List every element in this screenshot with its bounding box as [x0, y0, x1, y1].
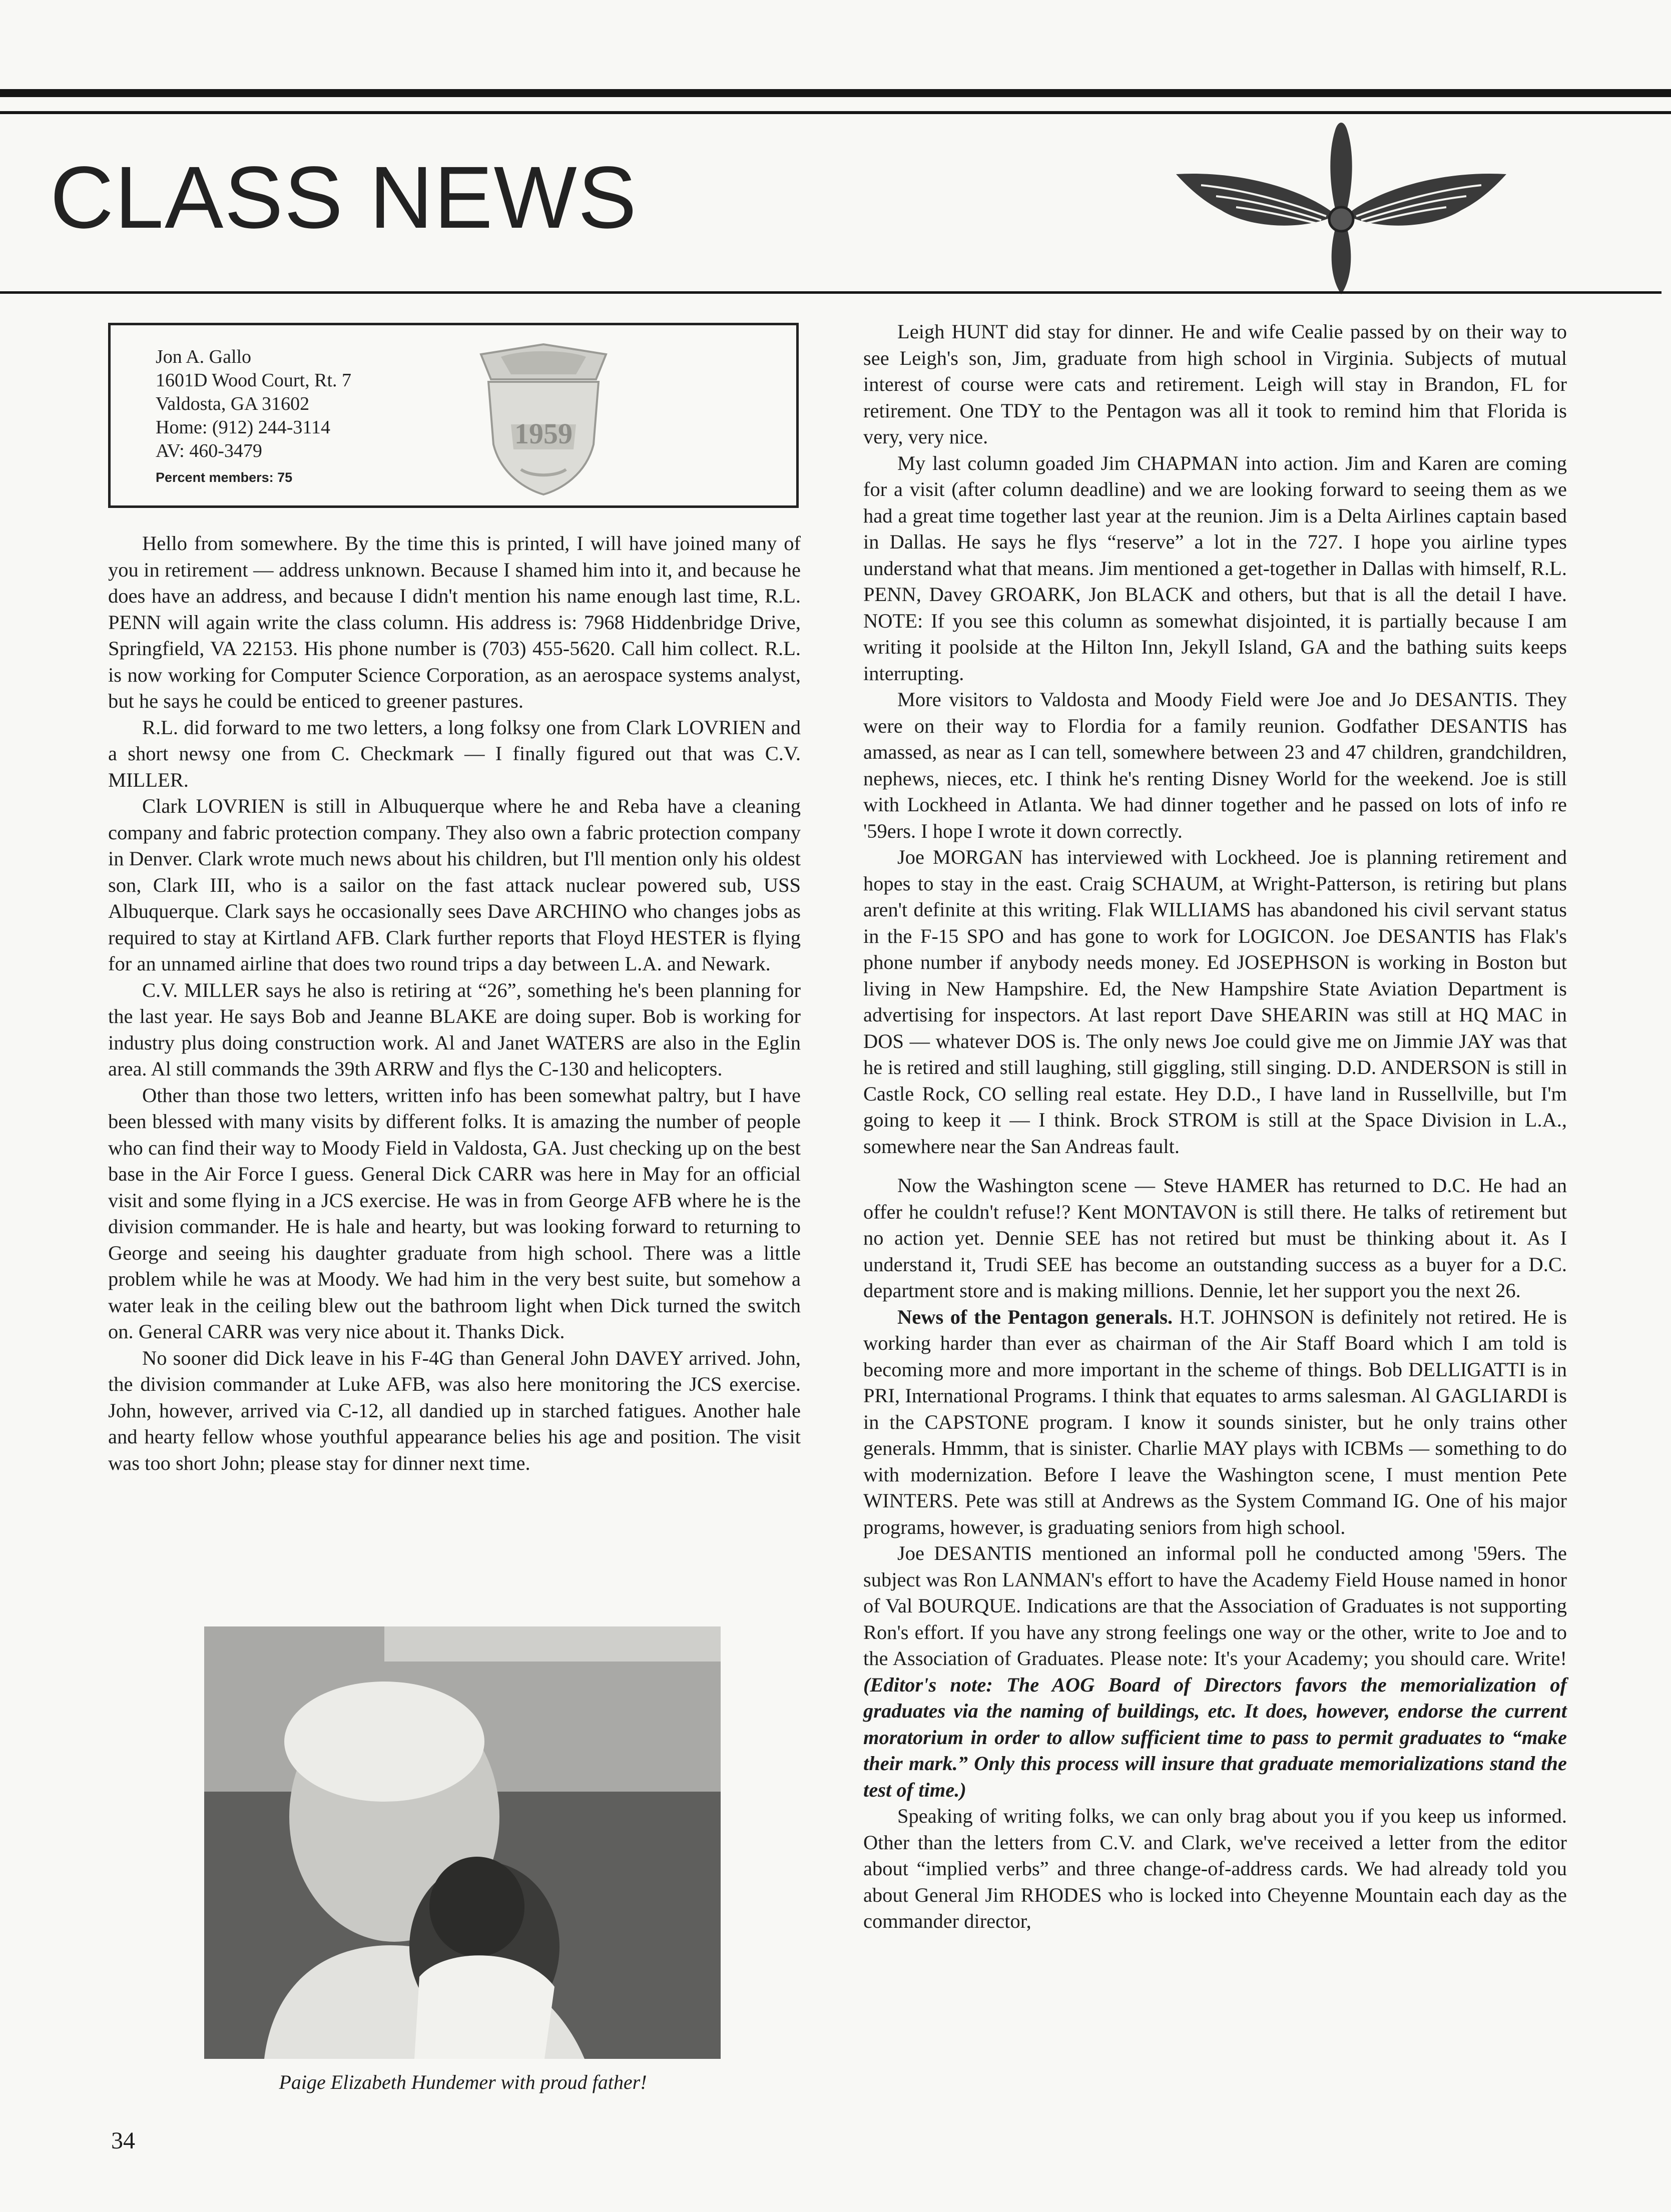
left-paragraph-4: C.V. MILLER says he also is retiring at “26”, something he's been planning for the last year. He says Bob and Jeanne BLAKE are doing super. Bob is working for industry plus doing construction work. Al and Janet WATERS are also in the Eglin area. Al still commands the 39th ARRW and flys the C-130 and helicopters.	[108, 978, 801, 1080]
left-paragraph-5: Other than those two letters, written info has been somewhat paltry, but I have been blessed with many visits by different folks. It is amazing the number of people who can find their way to Moody Field in Valdosta, GA. Just checking up on the best base in the Air Force I guess. General Dick CARR was here in May for an official visit and some flying in a JCS exercise. He was in from George AFB where he is the division commander. He is hale and hearty, but was looking forward to returning to George and seeing his daughter graduate from high school. There was a little problem while he was at Moody. We had him in the very best suite, but somehow a water leak in the ceiling blew out the bathroom light when Dick turned the switch on. General CARR was very nice about it. Thanks Dick.	[108, 1083, 801, 1343]
right-paragraph-2: My last column goaded Jim CHAPMAN into action. Jim and Karen are coming for a visit (after column deadline) and we are looking forward to seeing them as we had a great time together last year at the reunion. Jim is a Delta Airlines captain based in Dallas. He says he flys “reserve” a lot in the 727. I hope you airline types understand what that means. Jim mentioned a get-together in Dallas with himself, R.L. PENN, Davey GROARK, Jon BLACK and others, but that is all the detail I have. NOTE: If you see this column as somewhat disjointed, it is partially because I am writing it poolside at the Hilton Inn, Jekyll Island, GA and the bathing suits keeps interrupting.	[863, 451, 1567, 685]
contact-address-line1: 1601D Wood Court, Rt. 7	[156, 370, 352, 391]
left-paragraph-2: R.L. did forward to me two letters, a long folksy one from Clark LOVRIEN and a short newsy one from C. Checkmark — I finally figured out that was C.V. MILLER.	[108, 716, 801, 791]
editors-note: (Editor's note: The AOG Board of Directors favors the memorialization of graduates via the naming of buildings, etc. It does, however, endorse the current moratorium in order to allow sufficient time to pass to permit graduates to “make their mark.” Only this process will insure that graduate memorializations stand the test of time.)	[863, 1673, 1567, 1801]
right-paragraph-8: Speaking of writing folks, we can only brag about you if you keep us informed. Other than the letters from C.V. and Clark, we've received a letter from the editor about “implied verbs” and three change-of-address cards. We had already told you about General Jim RHODES who is locked into Cheyenne Mountain each day as the commander director,	[863, 1805, 1567, 1932]
right-paragraph-3: More visitors to Valdosta and Moody Field were Joe and Jo DESANTIS. They were on their way to Flordia for a family reunion. Godfather DESANTIS has amassed, as near as I can tell, somewhere between 23 and 47 children, grandchildren, nephews, nieces, etc. I think he's renting Disney World for the weekend. Joe is still with Lockheed in Atlanta. We had dinner together and he passed on lots of info re '59ers. I hope I wrote it down correctly.	[863, 688, 1567, 842]
left-column	[108, 530, 801, 1476]
left-paragraph-6: No sooner did Dick leave in his F-4G than General John DAVEY arrived. John, the division commander at Luke AFB, was also here monitoring the JCS exercise. John, however, arrived via C-12, all dandied up in starched fatigues. Another hale and hearty fellow whose youthful appearance belies his age and position. The visit was too short John; please stay for dinner next time.	[108, 1346, 801, 1474]
contact-address-line2: Valdosta, GA 31602	[156, 393, 310, 414]
contact-lines	[156, 345, 351, 489]
contact-name: Jon A. Gallo	[156, 346, 252, 367]
contact-box	[108, 323, 799, 508]
top-thick-rule	[0, 89, 1671, 97]
pentagon-generals-body: H.T. JOHNSON is definitely not retired. He is working harder than ever as chairman of the Air Staff Board which I am told is becoming more and more important in the scheme of things. Bob DELLIGATTI is in PRI, International Programs. I think that equates to arms salesman. Al GAGLIARDI is in the CAPSTONE program. I know it sounds sinister, but he only trains other generals. Hmmm, that is sinister. Charlie MAY plays with ICBMs — something to do with modernization. Before I leave the Washington scene, I must mention Pete WINTERS. Pete was still at Andrews as the System Command IG. One of his major programs, however, is graduating seniors from high school.	[863, 1305, 1567, 1538]
class-crest-icon	[461, 334, 626, 499]
right-paragraph-6	[863, 1304, 1567, 1541]
contact-home-phone: Home: (912) 244-3114	[156, 417, 330, 438]
right-column	[863, 319, 1567, 1935]
page-title: CLASS NEWS	[50, 149, 638, 247]
photo-caption: Paige Elizabeth Hundemer with proud father!	[279, 2071, 647, 2093]
contact-av-phone: AV: 460-3479	[156, 440, 262, 461]
aog-poll-text: Joe DESANTIS mentioned an informal poll he conducted among '59ers. The subject was Ron LANMAN's effort to have the Academy Field House named in honor of Val BOURQUE. Indications are that the Association of Graduates is not supporting Ron's effort. If you have any strong feelings one way or the other, write to Joe and to the Association of Graduates. Please note: It's your Academy; you should care. Write!	[863, 1542, 1567, 1670]
header-bottom-rule	[0, 291, 1661, 294]
right-paragraph-5: Now the Washington scene — Steve HAMER has returned to D.C. He had an offer he couldn't refuse!? Kent MONTAVON is still there. He talks of retirement but no action yet. Dennie SEE has not retired but must be thinking about it. As I understand it, Trudi SEE has become an outstanding success as a buyer for a D.C. department store and is making millions. Dennie, let her support you the next 26.	[863, 1174, 1567, 1302]
left-paragraph-1: Hello from somewhere. By the time this is printed, I will have joined many of you in retirement — address unknown. Because I shamed him into it, and because he does have an address, and because I didn't mention his name enough last time, R.L. PENN will again write the class column. His address is: 7968 Hiddenbridge Drive, Springfield, VA 22153. His phone number is (703) 455-5620. Call him collect. R.L. is now working for Computer Science Corporation, as an aerospace systems analyst, but he says he could be enticed to greener pastures.	[108, 532, 801, 712]
photo-father-and-baby	[204, 1626, 721, 2059]
pentagon-generals-lead: News of the Pentagon generals.	[897, 1305, 1173, 1328]
right-paragraph-1: Leigh HUNT did stay for dinner. He and wife Cealie passed by on their way to see Leigh's son, Jim, graduate from high school in Virginia. Subjects of mutual interest of course were cats and retirement. Leigh will stay in Brandon, FL for retirement. One TDY to the Pentagon was all it took to remind him that Florida is very, very nice.	[863, 320, 1567, 448]
left-paragraph-3: Clark LOVRIEN is still in Albuquerque where he and Reba have a cleaning company and fabric protection company. They also own a fabric protection company in Denver. Clark wrote much news about his children, but I'll mention only his oldest son, Clark III, who is a sailor on the fast attack nuclear powered sub, USS Albuquerque. Clark says he occasionally sees Dave ARCHINO who changes jobs as required to stay at Kirtland AFB. Clark further reports that Floyd HESTER is flying for an unnamed airline that does two round trips a day between L.A. and Newark.	[108, 795, 801, 975]
percent-members: Percent members: 75	[156, 470, 293, 485]
crest-year: 1959	[514, 417, 573, 450]
right-paragraph-4: Joe MORGAN has interviewed with Lockheed. Joe is planning retirement and hopes to stay in the east. Craig SCHAUM, at Wright-Patterson, is retiring but plans aren't definite at this writing. Flak WILLIAMS has abandoned his civil servant status in the F-15 SPO and has gone to work for LOGICON. Joe DESANTIS has Flak's phone number if anybody needs money. Ed JOSEPHSON is working in Boston but living in New Hampshire. Ed, the New Hampshire State Aviation Department is advertising for inspectors. At last report Dave SHEARIN was still at HQ MAC in DOS — whatever DOS is. The only news Joe could give me on Jimmie JAY was that he is retired and still laughing, still giggling, still singing. D.D. ANDERSON is still in Castle Rock, CO selling real estate. Hey D.D., I have land in Russellville, but I'm going to keep it — I think. Brock STROM is still at the Space Division in L.A., somewhere near the San Andreas fault.	[863, 846, 1567, 1158]
page-number: 34	[111, 2127, 135, 2154]
right-paragraph-7	[863, 1540, 1567, 1803]
wings-propeller-icon	[1166, 110, 1516, 300]
